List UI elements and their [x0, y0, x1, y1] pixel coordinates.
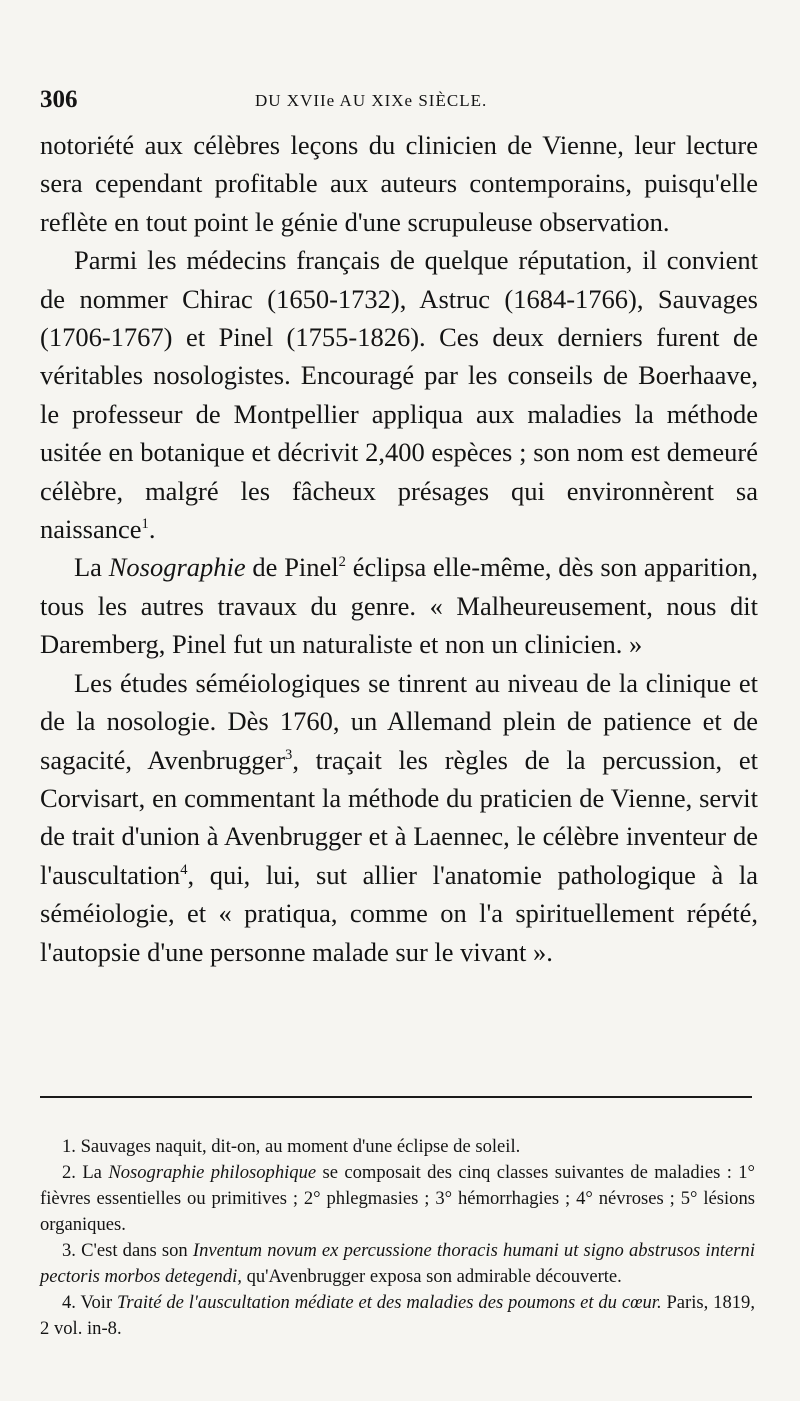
- paragraph-3-mid: de Pinel: [245, 552, 339, 583]
- footnote-3-italic: Inventum novum ex percussione thoracis humani ut signo abstrusos interni pectoris morbos detegendi,: [40, 1240, 755, 1287]
- footnote-2-end: se composait des cinq classes suivantes de maladies : 1° fièvres essentielles ou primitives ; 2° phlegmasies ; 3° hémorrhagies ; 4° névroses ; 5° lésions organiques.: [40, 1162, 755, 1235]
- paragraph-3-end: éclipsa elle-même, dès son apparition, tous les autres travaux du genre. « Malheureusement, nous dit Daremberg, Pinel fut un naturaliste et non un clinicien. »: [40, 552, 758, 660]
- body-text: [40, 126, 758, 971]
- paragraph-4-c: , qui, lui, sut allier l'anatomie pathologique à la séméiologie, et « pratiqua, comme on l'a spirituellement répété, l'autopsie d'une personne malade sur le vivant ».: [40, 859, 758, 967]
- paragraph-3-start: La: [74, 552, 109, 583]
- running-title: DU XVIIe AU XIXe SIÈCLE.: [255, 91, 488, 110]
- footnotes: [40, 1134, 755, 1342]
- paragraph-3: [40, 548, 758, 663]
- footnote-4-start: 4. Voir: [62, 1292, 118, 1313]
- nosographie-title: Nosographie: [108, 552, 246, 583]
- paragraph-4-b: , traçait les règles de la percussion, et Corvisart, en commentant la méthode du praticien de Vienne, servit de trait d'union à Avenbrugger et à Laennec, le célèbre inventeur de l'auscultation: [40, 744, 758, 890]
- footnote-2-start: 2. La: [62, 1162, 109, 1183]
- footnote-3: [40, 1238, 755, 1290]
- paragraph-4: [40, 664, 758, 971]
- paragraph-2: [40, 241, 758, 548]
- footnote-rule: [40, 1096, 752, 1098]
- footnote-2-italic: Nosographie philosophique: [108, 1162, 317, 1183]
- footnote-ref-4: 4: [180, 861, 188, 878]
- running-head: [40, 86, 760, 126]
- paragraph-1: notoriété aux célèbres leçons du clinicien de Vienne, leur lecture sera cependant profitable aux auteurs contemporains, puisqu'elle reflète en tout point le génie d'une scrupuleuse observation.: [40, 130, 758, 237]
- footnote-4-end: Paris, 1819, 2 vol. in-8.: [40, 1292, 756, 1339]
- footnote-4-italic: Traité de l'auscultation médiate et des maladies des poumons et du cœur.: [117, 1292, 662, 1313]
- footnote-3-end: qu'Avenbrugger exposa son admirable découverte.: [241, 1266, 622, 1287]
- footnote-2: [40, 1160, 755, 1238]
- footnote-ref-1: 1: [141, 516, 149, 533]
- footnote-4: [40, 1290, 755, 1342]
- page-number: 306: [40, 86, 78, 113]
- footnote-1: 1. Sauvages naquit, dit-on, au moment d'une éclipse de soleil.: [62, 1136, 521, 1157]
- footnote-ref-3: 3: [285, 746, 293, 763]
- footnote-3-start: 3. C'est dans son: [62, 1240, 193, 1261]
- footnote-ref-2: 2: [338, 554, 346, 571]
- paragraph-2-text: Parmi les médecins français de quelque réputation, il convient de nommer Chirac (1650-1732), Astruc (1684-1766), Sauvages (1706-1767) et Pinel (1755-1826). Ces deux derniers furent de véritables nosologistes. Encouragé par les conseils de Boerhaave, le professeur de Montpellier appliqua aux maladies la méthode usitée en botanique et décrivit 2,400 espèces ; son nom est demeuré célèbre, malgré les fâcheux présages qui environnèrent sa naissance: [40, 245, 758, 545]
- paragraph-4-a: Les études séméiologiques se tinrent au niveau de la clinique et de la nosologie. Dès 1760, un Allemand plein de patience et de sagacité, Avenbrugger: [40, 667, 758, 775]
- paragraph-2-end: .: [148, 514, 156, 545]
